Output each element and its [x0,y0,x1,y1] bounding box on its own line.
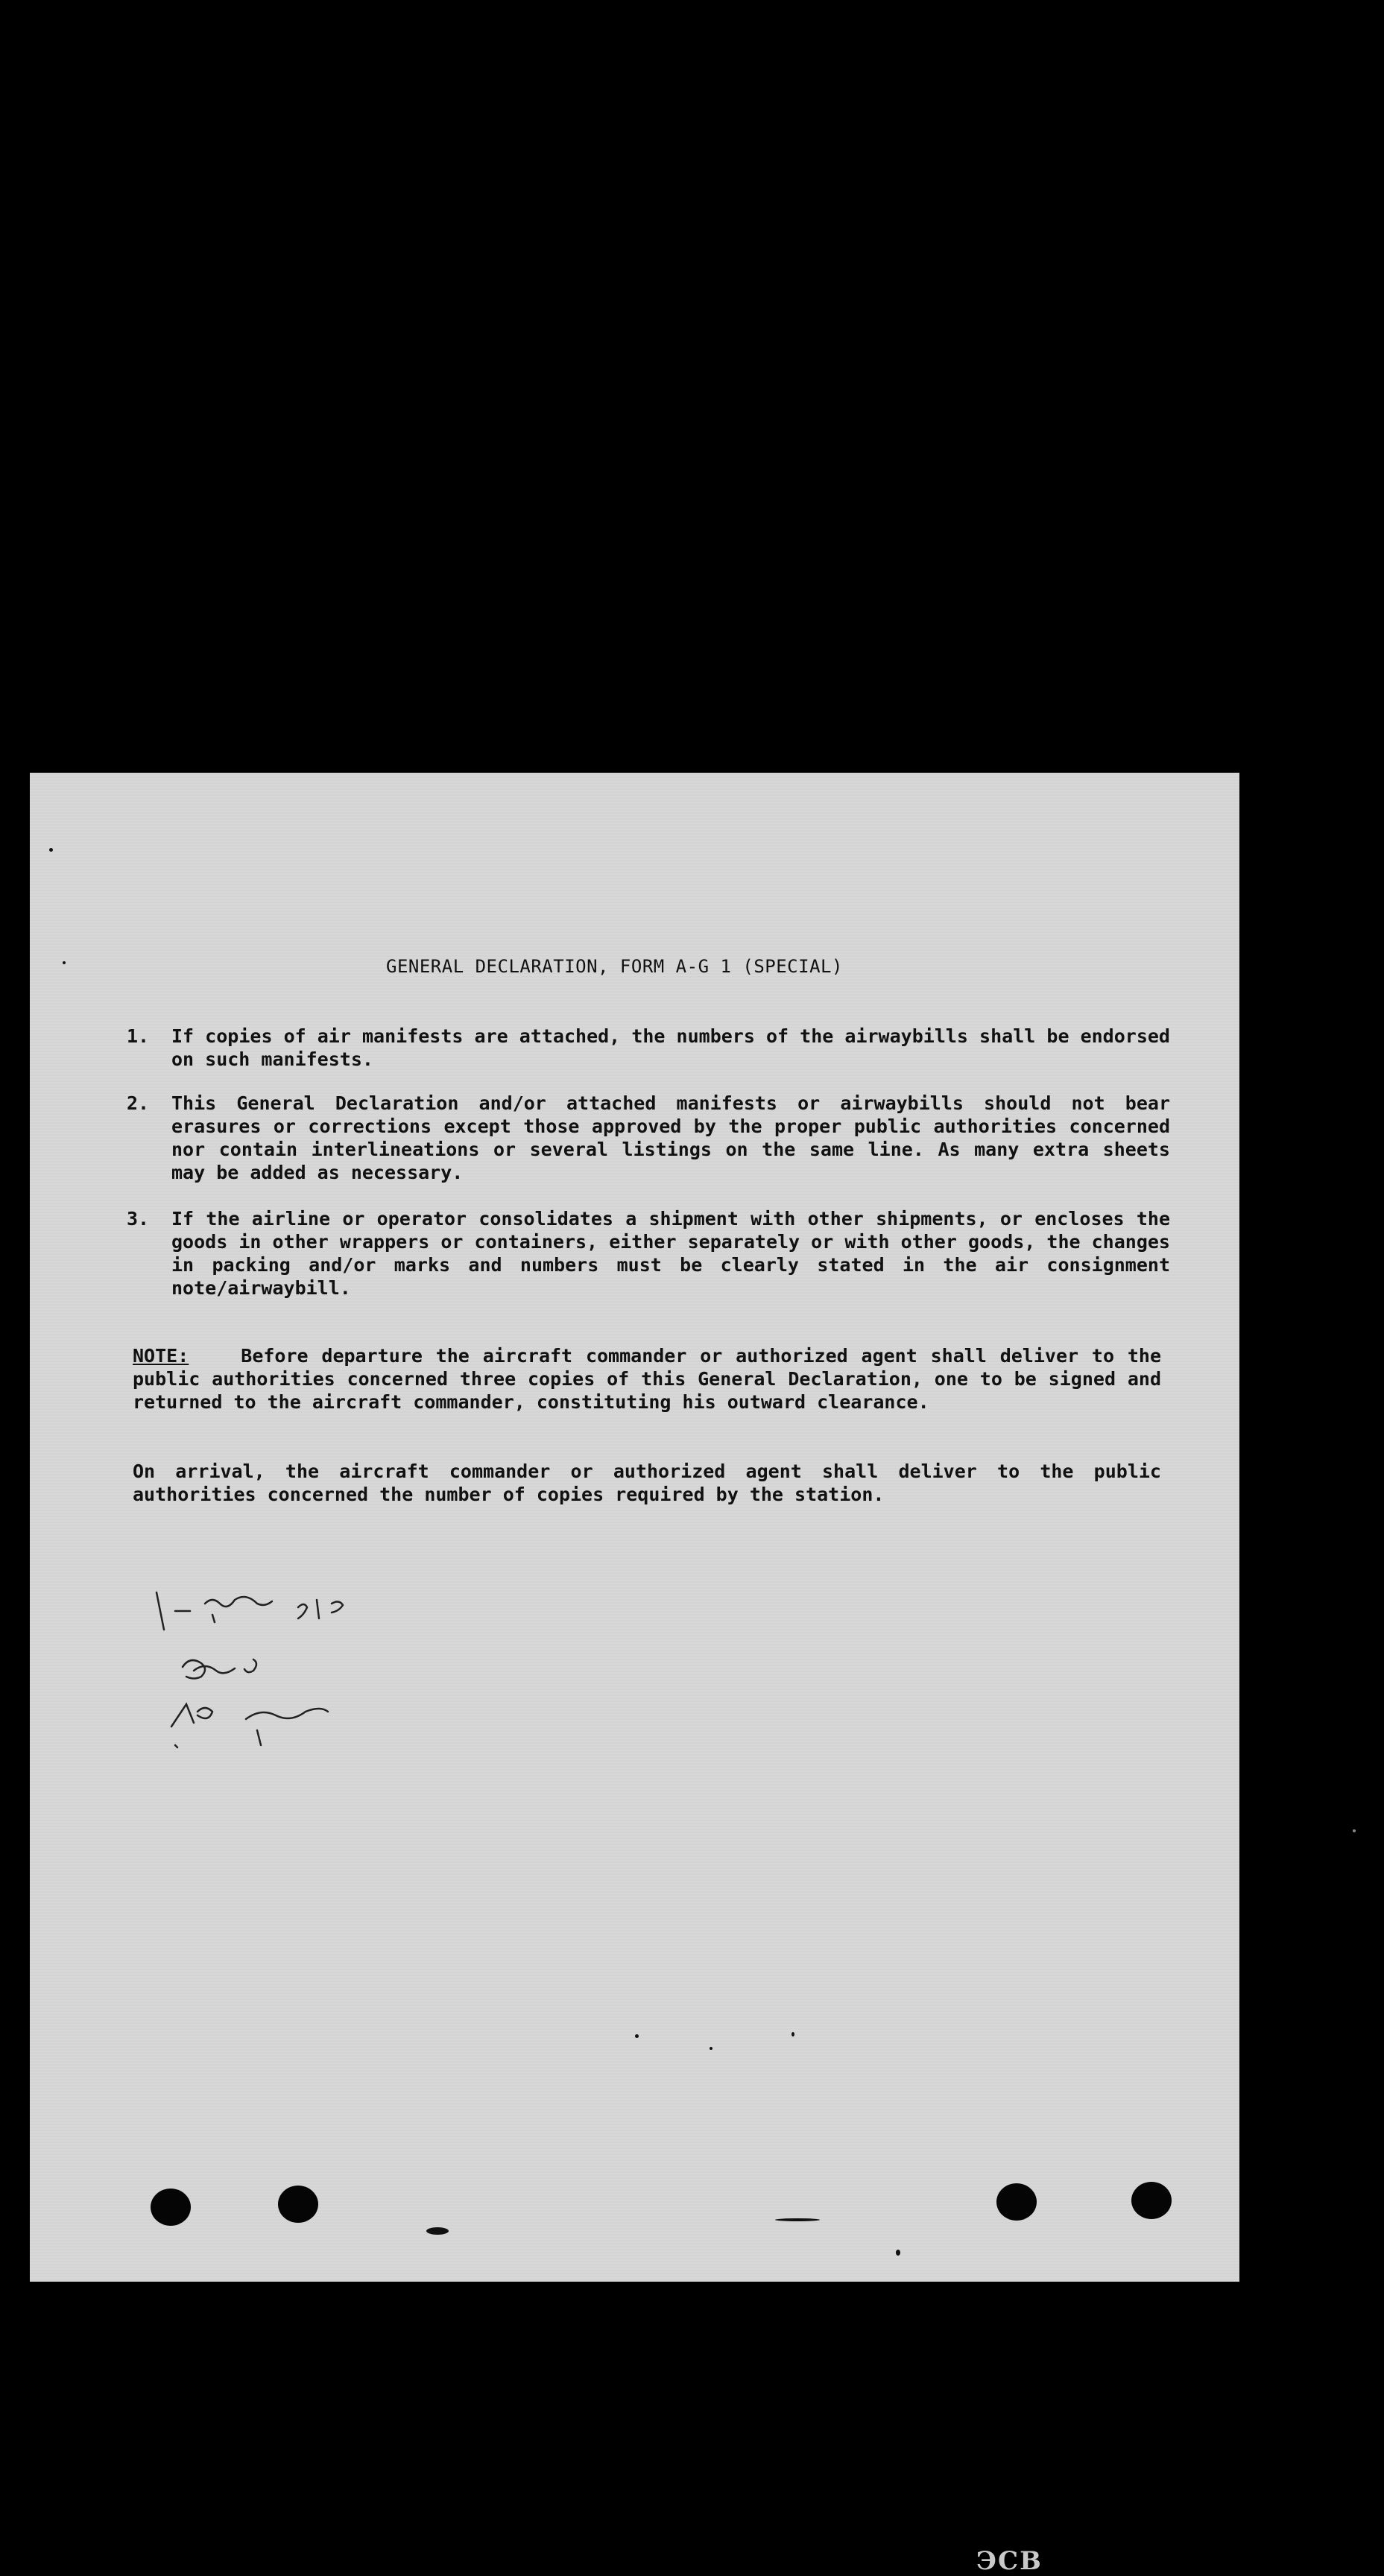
scan-speck [49,848,53,852]
list-item-1 [127,1025,1170,1071]
punch-hole [1131,2182,1172,2219]
scan-speck [775,2218,820,2221]
scan-speck [63,961,66,964]
punch-hole [278,2186,318,2223]
scan-speck [1353,1829,1356,1832]
list-item-number: 3. [127,1208,150,1230]
punch-hole [996,2183,1037,2221]
scan-speck [791,2032,794,2037]
note-text: Before departure the aircraft commander or authorized agent shall deliver to the public authorities concerned three copies of this General Declaration, one to be signed and returned to the aircraft commander, constituting his outward clearance. [133,1345,1161,1413]
list-item-2 [127,1092,1170,1184]
list-item-3 [127,1207,1170,1300]
scan-speck [710,2047,712,2050]
handwritten-annotation [149,1577,462,1771]
note-label: NOTE: [133,1345,189,1367]
note-paragraph [133,1344,1161,1414]
punch-hole [151,2189,191,2226]
faint-stamp-mark: ЭCB [976,2546,1043,2576]
scan-speck [426,2227,449,2235]
list-item-text: If copies of air manifests are attached, the numbers of the airwaybills shall be endorsed on such manifests. [171,1025,1170,1070]
scan-speck [635,2034,639,2038]
document-page [30,773,1239,2576]
page-title: GENERAL DECLARATION, FORM A-G 1 (SPECIAL) [386,956,843,977]
list-item-text: If the airline or operator consolidates a shipment with other shipments, or encloses the goods in other wrappers or containers, either separately or with other goods, the changes in packing and/or marks and numbers must be clearly stated in the air consignment note/airwaybill. [171,1208,1170,1299]
list-item-number: 2. [127,1092,150,1114]
list-item-number: 1. [127,1025,150,1047]
arrival-paragraph [133,1460,1161,1506]
list-item-text: This General Declaration and/or attached manifests or airwaybills should not bear erasures or corrections except those approved by the proper public authorities concerned nor contain interlineations or several listings on the same line. As many extra sheets may be added as necessary. [171,1092,1170,1183]
scan-speck [896,2250,900,2256]
arrival-text: On arrival, the aircraft commander or authorized agent shall deliver to the public authorities concerned the number of copies required by the station. [133,1461,1161,1505]
